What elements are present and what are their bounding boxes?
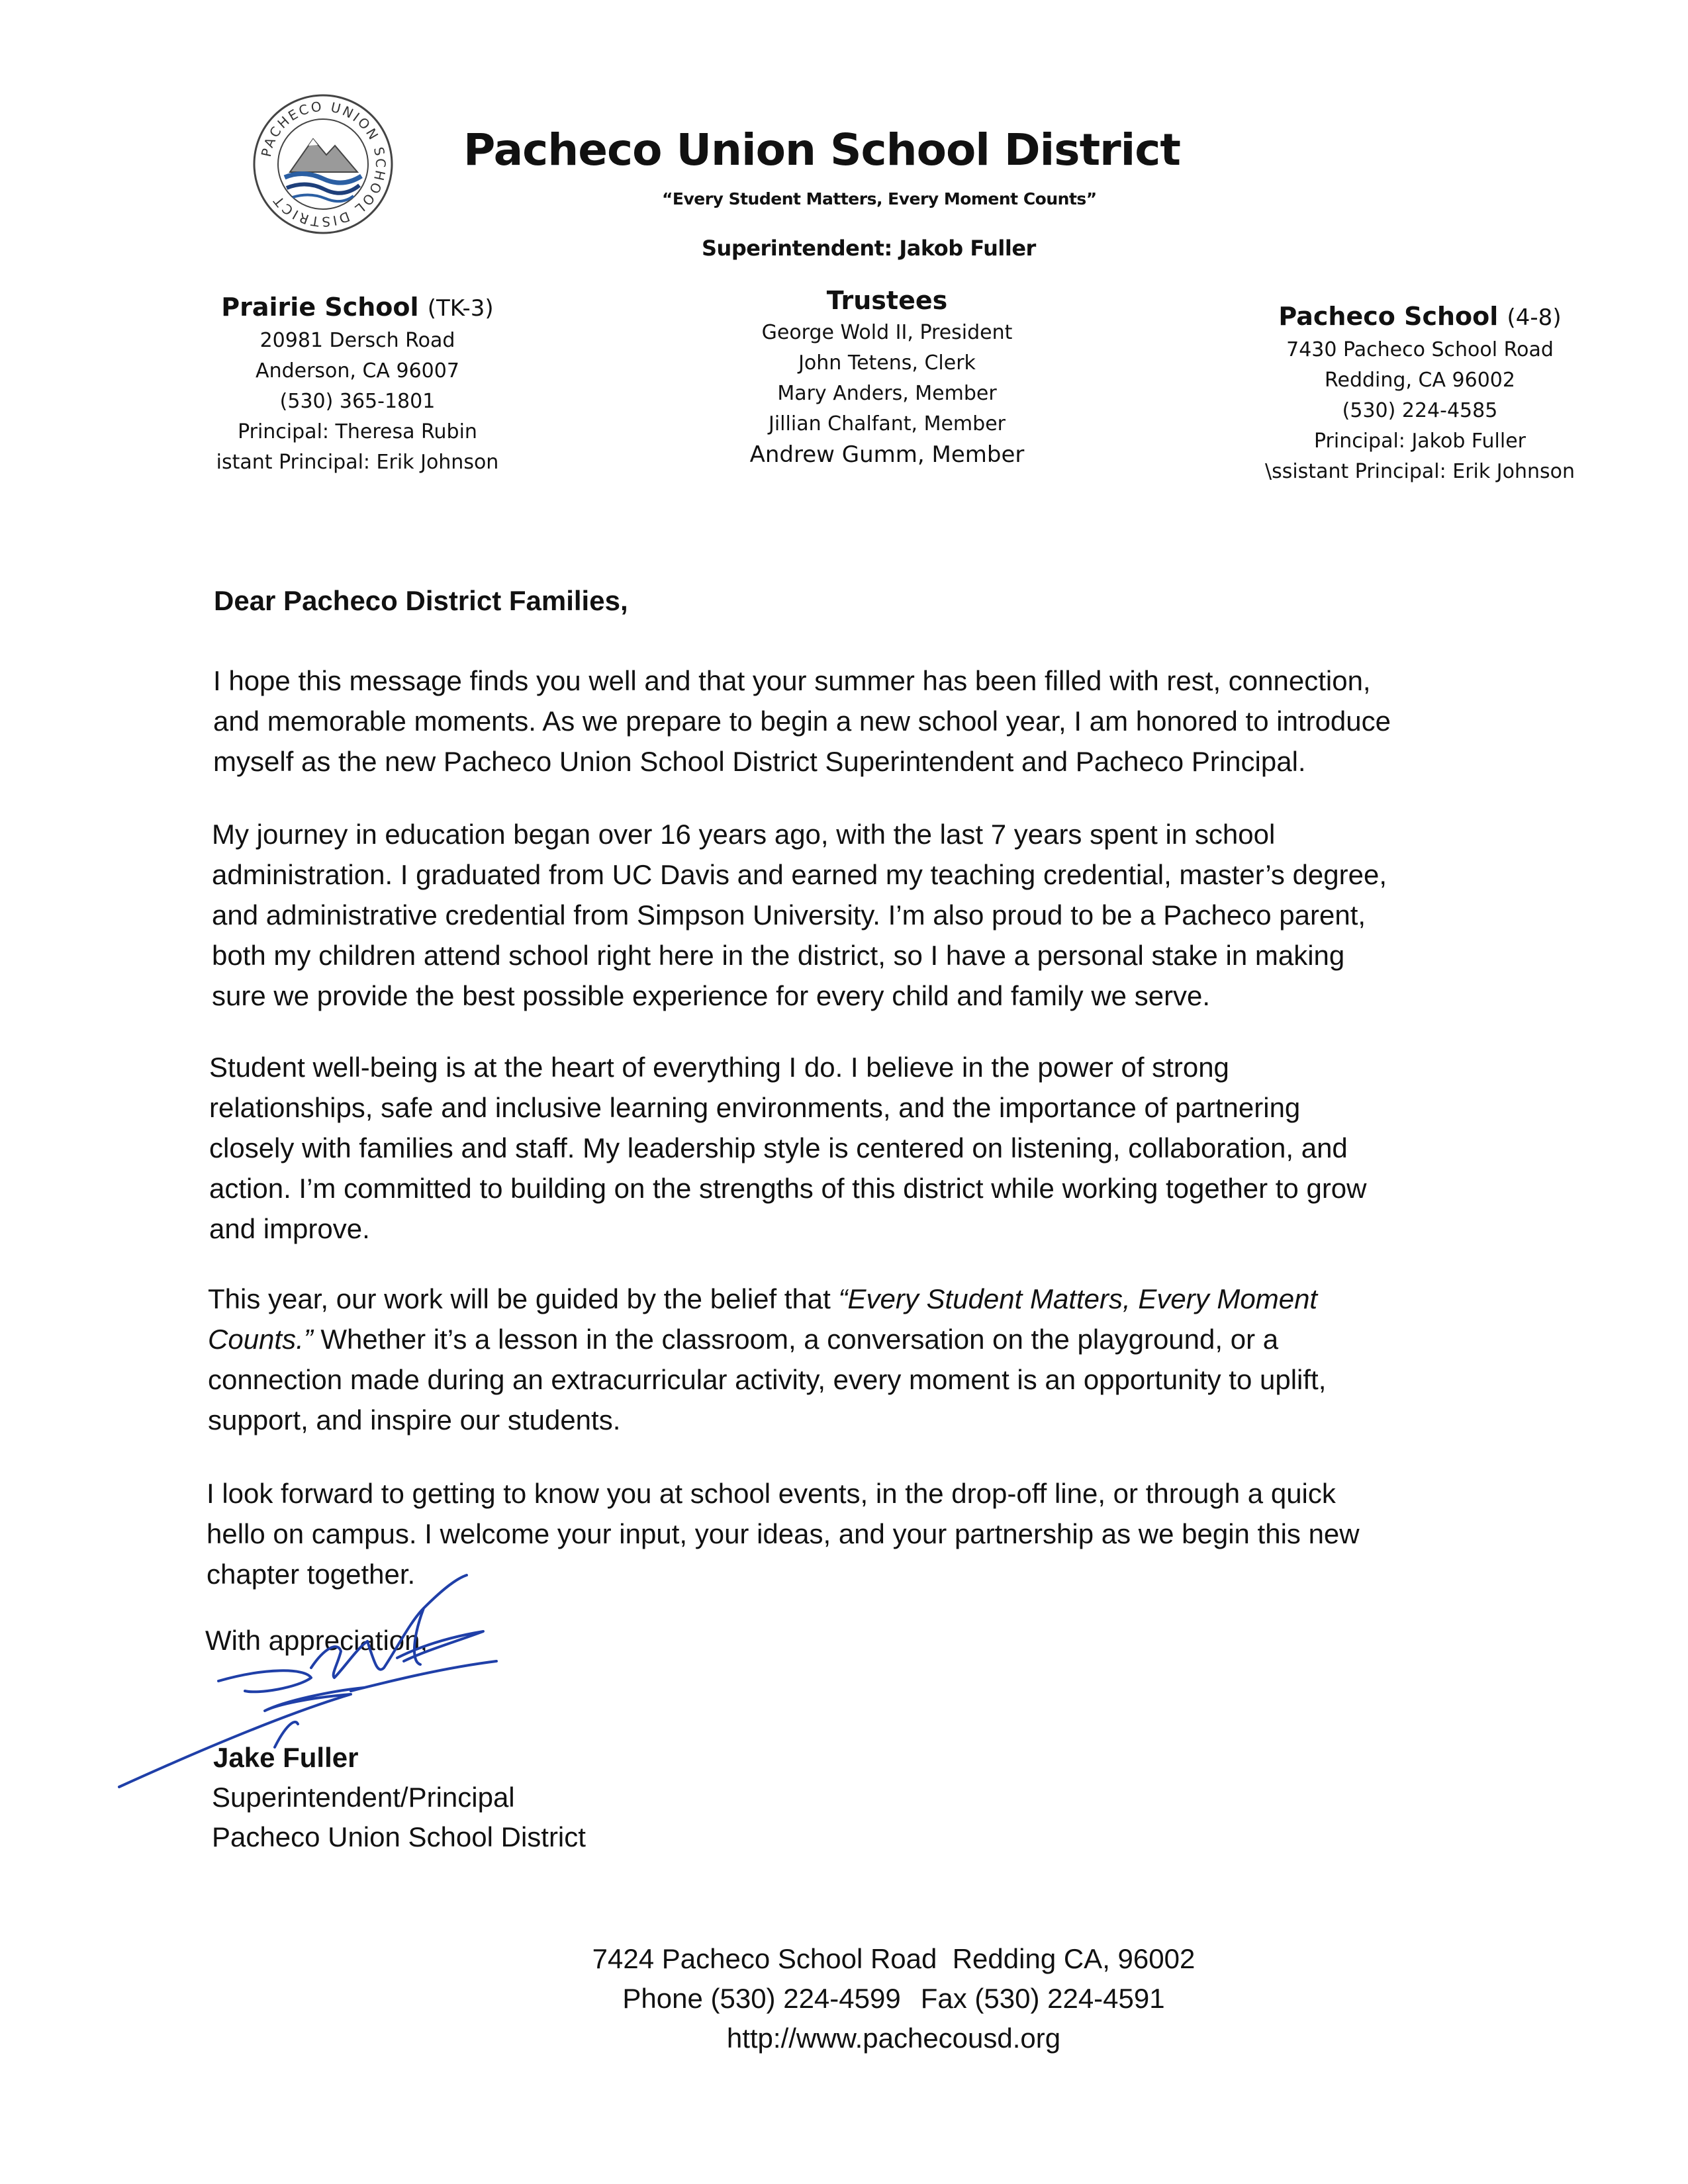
- trustees-list: [702, 283, 1072, 470]
- paragraph-background: [212, 814, 1523, 1016]
- paragraph-line: both my children attend school right here in the district, so I have a personal stake in making: [212, 940, 1345, 971]
- paragraph-line: myself as the new Pacheco Union School District Superintendent and Pacheco Principal.: [213, 746, 1306, 777]
- pacheco-school-address1: 7430 Pacheco School Road: [1286, 338, 1554, 361]
- paragraph-line: closely with families and staff. My leadership style is centered on listening, collaboration, and: [209, 1132, 1348, 1163]
- prairie-school-name: Prairie School: [221, 293, 419, 322]
- prairie-school-info: [199, 290, 516, 478]
- svg-text:PACHECO UNION SCHOOL DISTRICT: PACHECO UNION SCHOOL DISTRICT: [258, 98, 389, 230]
- motto-quote: Counts.”: [208, 1324, 313, 1355]
- trustees-heading: Trustees: [826, 286, 948, 315]
- pacheco-school-grades: (4-8): [1507, 304, 1562, 331]
- paragraph-line: My journey in education began over 16 years ago, with the last 7 years spent in school: [212, 819, 1276, 850]
- trustee-member: John Tetens, Clerk: [798, 351, 976, 375]
- trustee-member: Mary Anders, Member: [777, 382, 997, 405]
- paragraph-line: support, and inspire our students.: [208, 1404, 621, 1435]
- pacheco-school-assistant-principal: \ssistant Principal: Erik Johnson: [1264, 460, 1575, 483]
- paragraph-intro: [213, 660, 1524, 782]
- prairie-school-assistant-principal: istant Principal: Erik Johnson: [216, 451, 499, 474]
- closing-line: With appreciation,: [205, 1625, 428, 1656]
- motto-quote: “Every Student Matters, Every Moment: [838, 1283, 1318, 1314]
- paragraph-motto: [208, 1279, 1519, 1440]
- superintendent-line: Superintendent: Jakob Fuller: [702, 236, 1036, 261]
- footer-phone-fax: [463, 1979, 1324, 2019]
- prairie-school-heading: [199, 290, 516, 326]
- paragraph-line: I hope this message finds you well and that your summer has been filled with rest, connection,: [213, 665, 1371, 696]
- paragraph-line: connection made during an extracurricular activity, every moment is an opportunity to uplift,: [208, 1364, 1327, 1395]
- paragraph-line: Student well-being is at the heart of everything I do. I believe in the power of strong: [209, 1052, 1229, 1083]
- paragraph-line: and improve.: [209, 1213, 370, 1244]
- prairie-school-address2: Anderson, CA 96007: [256, 359, 459, 383]
- paragraph-line: sure we provide the best possible experience for every child and family we serve.: [212, 980, 1211, 1011]
- footer-fax: Fax (530) 224-4591: [920, 1983, 1165, 2014]
- prairie-school-phone: (530) 365-1801: [279, 390, 436, 413]
- footer-address: 7424 Pacheco School Road Redding CA, 96002: [592, 1943, 1196, 1974]
- paragraph-philosophy: [209, 1047, 1520, 1249]
- signer-organization: Pacheco Union School District: [212, 1821, 586, 1852]
- prairie-school-address1: 20981 Dersch Road: [259, 329, 455, 352]
- pacheco-school-address2: Redding, CA 96002: [1325, 369, 1515, 392]
- pacheco-school-phone: (530) 224-4585: [1342, 399, 1498, 422]
- paragraph-line: [208, 1279, 1519, 1319]
- signer-title: Superintendent/Principal: [212, 1782, 515, 1813]
- pacheco-school-principal: Principal: Jakob Fuller: [1313, 430, 1526, 453]
- trustee-member: Andrew Gumm, Member: [749, 441, 1025, 468]
- paragraph-text: Whether it’s a lesson in the classroom, a conversation on the playground, or a: [312, 1324, 1279, 1355]
- salutation: Dear Pacheco District Families,: [214, 585, 628, 616]
- paragraph-line: I look forward to getting to know you at school events, in the drop-off line, or through a quick: [207, 1478, 1336, 1509]
- paragraph-line: [208, 1319, 1519, 1359]
- paragraph-text: This year, our work will be guided by the belief that: [208, 1283, 839, 1314]
- district-name: Pacheco Union School District: [463, 124, 1180, 175]
- paragraph-line: and memorable moments. As we prepare to begin a new school year, I am honored to introduce: [213, 705, 1391, 737]
- pacheco-school-name: Pacheco School: [1278, 302, 1499, 331]
- footer-contact: [463, 1939, 1324, 2058]
- pacheco-school-heading: [1244, 299, 1595, 335]
- paragraph-line: chapter together.: [207, 1559, 416, 1590]
- footer-phone: Phone (530) 224-4599: [622, 1983, 901, 2014]
- signer-name: Jake Fuller: [213, 1742, 359, 1773]
- trustee-member: Jillian Chalfant, Member: [769, 412, 1006, 435]
- footer-website-link[interactable]: http://www.pachecousd.org: [726, 2023, 1061, 2054]
- prairie-school-grades: (TK-3): [427, 295, 494, 322]
- district-seal-logo: [250, 91, 396, 237]
- pacheco-school-info: [1244, 299, 1595, 487]
- paragraph-line: and administrative credential from Simpson University. I’m also proud to be a Pacheco parent,: [212, 899, 1366, 931]
- paragraph-line: hello on campus. I welcome your input, your ideas, and your partnership as we begin this new: [207, 1518, 1360, 1549]
- prairie-school-principal: Principal: Theresa Rubin: [238, 420, 477, 443]
- trustee-member: George Wold II, President: [761, 321, 1013, 344]
- paragraph-line: administration. I graduated from UC Davis and earned my teaching credential, master’s degree,: [212, 859, 1387, 890]
- district-motto: “Every Student Matters, Every Moment Counts”: [662, 189, 1097, 208]
- paragraph-line: action. I’m committed to building on the strengths of this district while working together to grow: [209, 1173, 1367, 1204]
- paragraph-line: relationships, safe and inclusive learning environments, and the importance of partnering: [209, 1092, 1301, 1123]
